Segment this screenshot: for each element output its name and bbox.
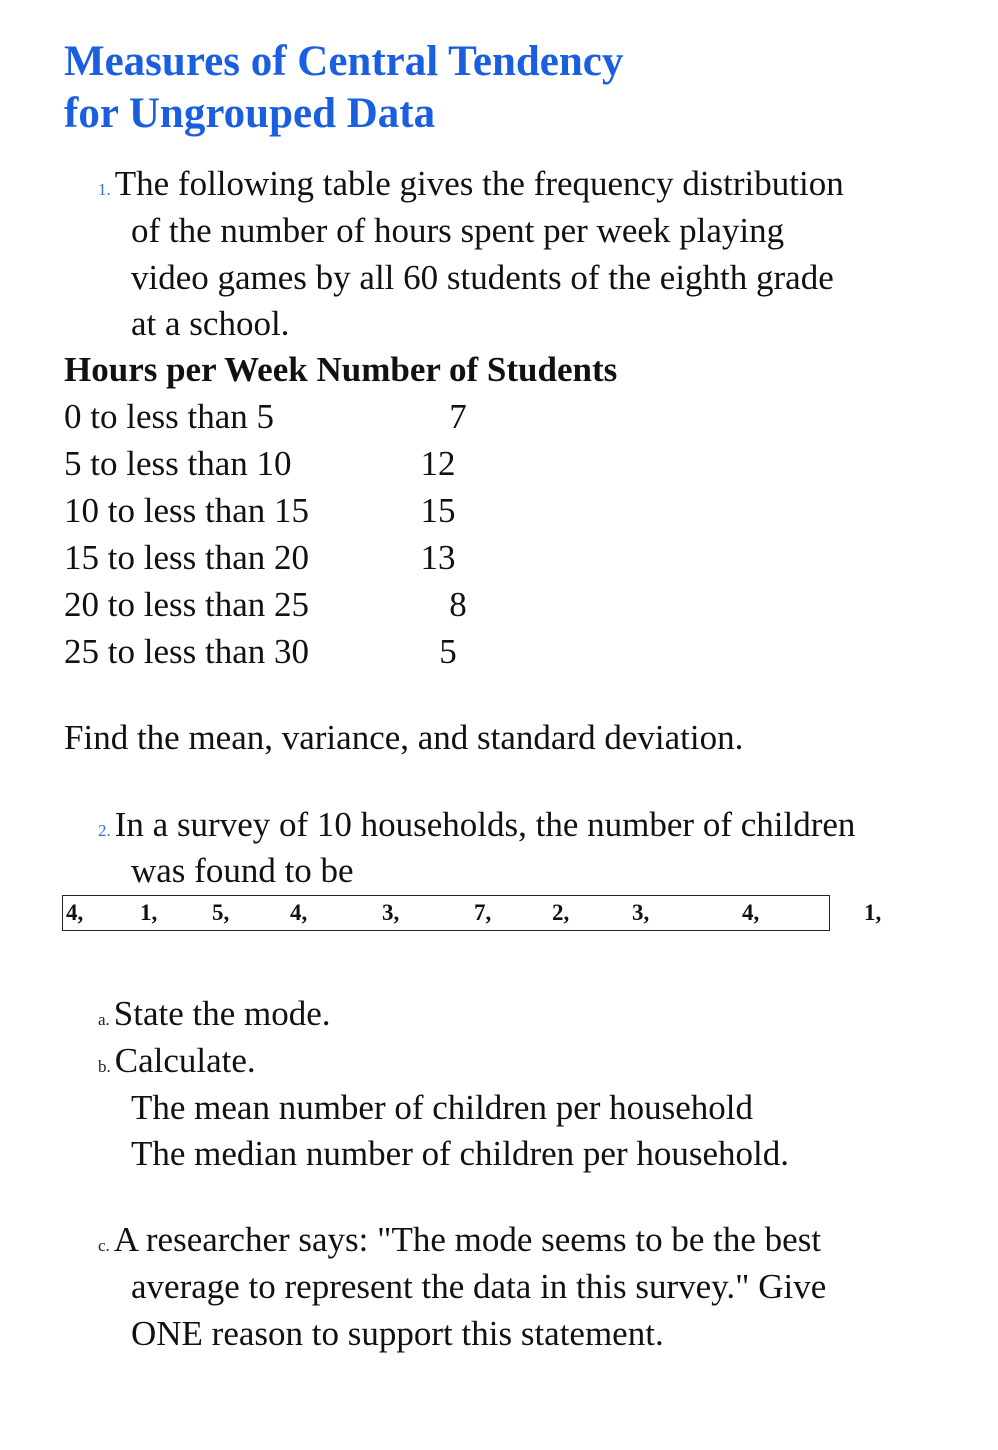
table-row-value: 7 — [449, 397, 467, 436]
q1-text-3: video games by all 60 students of the eighth grade — [131, 258, 834, 297]
table-row-value: 12 — [420, 444, 456, 483]
data-value: 4, — [742, 900, 760, 925]
part-b-label: b. — [98, 1057, 111, 1076]
part-b-text: Calculate. — [114, 1041, 256, 1080]
part-b-sub-1: The mean number of children per household — [131, 1088, 754, 1127]
part-b — [98, 1037, 256, 1090]
part-a — [98, 990, 331, 1043]
data-value: 3, — [382, 900, 400, 925]
table-row-value: 8 — [449, 585, 467, 624]
data-value: 1, — [864, 900, 882, 925]
q2-text-1: In a survey of 10 households, the number of children — [114, 805, 856, 844]
part-c-text-1: A researcher says: "The mode seems to be the best — [113, 1220, 822, 1259]
data-value: 7, — [474, 900, 492, 925]
part-a-label: a. — [98, 1010, 110, 1029]
part-b-sub-2: The median number of children per household. — [131, 1134, 789, 1173]
part-c — [98, 1216, 821, 1269]
q2-number: 2. — [98, 821, 111, 840]
q1-text-2: of the number of hours spent per week playing — [131, 211, 785, 250]
q1-instruction: Find the mean, variance, and standard deviation. — [64, 718, 744, 757]
page-title-line-2: for Ungrouped Data — [64, 90, 436, 137]
data-value: 2, — [552, 900, 570, 925]
q1-line-1 — [98, 160, 844, 213]
q2-text-2: was found to be — [131, 851, 354, 890]
table-row-value: 15 — [420, 491, 456, 530]
table-row-label: 15 to less than 20 — [64, 538, 309, 577]
q1-text-4: at a school. — [131, 304, 290, 343]
q1-number: 1. — [98, 180, 111, 199]
data-value: 3, — [632, 900, 650, 925]
q1-text-1: The following table gives the frequency distribution — [114, 164, 844, 203]
data-values-box — [62, 895, 830, 931]
table-row-label: 25 to less than 30 — [64, 632, 309, 671]
table-row-value: 13 — [420, 538, 456, 577]
table-row-label: 10 to less than 15 — [64, 491, 309, 530]
data-value: 5, — [212, 900, 230, 925]
part-a-text: State the mode. — [113, 994, 331, 1033]
table-header: Hours per Week Number of Students — [64, 350, 618, 389]
table-row-label: 5 to less than 10 — [64, 444, 292, 483]
table-row-label: 20 to less than 25 — [64, 585, 309, 624]
part-c-text-3: ONE reason to support this statement. — [131, 1314, 664, 1353]
part-c-text-2: average to represent the data in this survey." Give — [131, 1267, 827, 1306]
table-row-value: 5 — [439, 632, 457, 671]
table-row-label: 0 to less than 5 — [64, 397, 274, 436]
data-value: 1, — [140, 900, 158, 925]
data-value: 4, — [66, 900, 84, 925]
data-value: 4, — [290, 900, 308, 925]
part-c-label: c. — [98, 1236, 110, 1255]
page-title-line-1: Measures of Central Tendency — [64, 38, 624, 85]
